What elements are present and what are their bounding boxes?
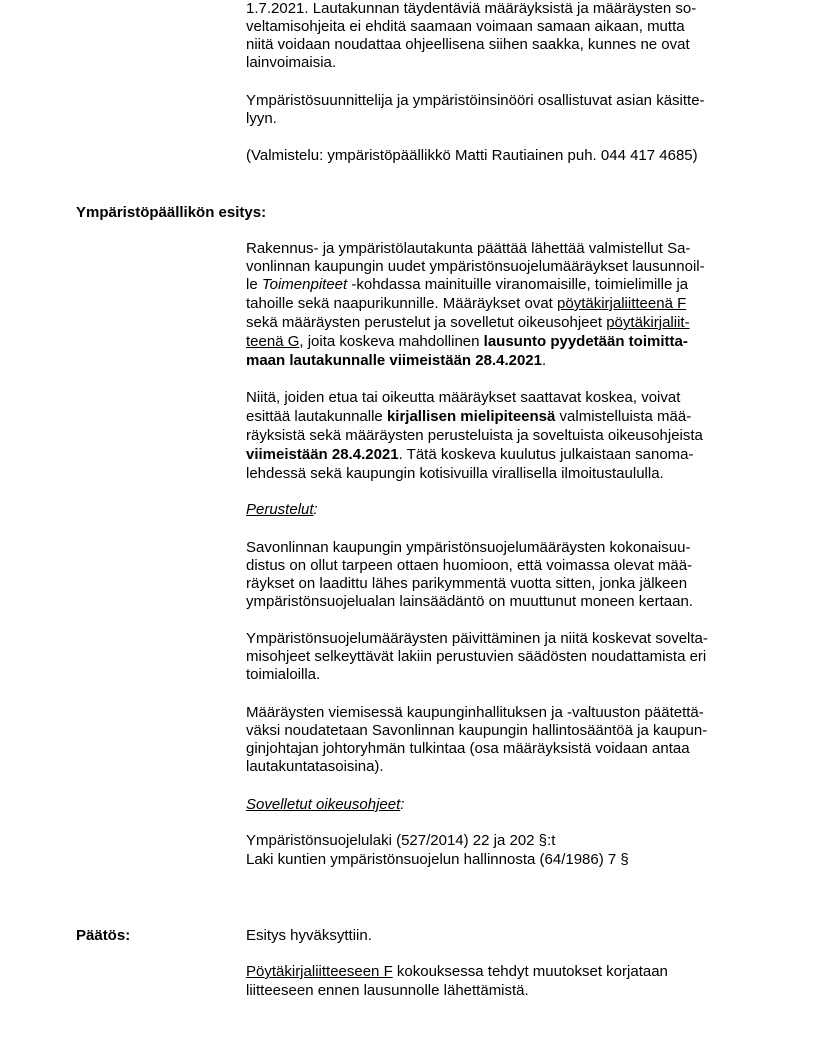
heading-colon: : [313,501,318,518]
text-line [246,408,691,426]
law-item: Ympäristönsuojelulaki (527/2014) 22 ja 202 §:t [246,832,556,849]
attachment-g-link[interactable]: pöytäkirjaliit- [606,314,690,331]
text-span: esittää lautakunnalle [246,408,387,425]
text-line: misohjeet selkeyttävät lakiin perustuvien säädösten noudattamista eri [246,648,707,665]
preparer-note: (Valmistelu: ympäristöpäällikkö Matti Rautiainen puh. 044 417 4685) [246,147,698,164]
text-line: lehdessä sekä kaupungin kotisivuilla virallisella ilmoitustaululla. [246,465,664,482]
text-line: räykset on laadittu lähes parikymmentä vuotta sitten, jonka jälkeen [246,575,688,592]
text-line: distus on ollut tarpeen ottaen huomioon, että voimassa olevat mää- [246,557,693,574]
decision-heading: Päätös: [76,927,131,944]
heading-colon: : [400,796,405,813]
proposal-heading: Ympäristöpäällikön esitys: [76,204,267,221]
text-line [246,295,686,313]
text-line: Ympäristösuunnittelija ja ympäristöinsinööri osallistuvat asian käsitte- [246,92,705,109]
text-line: lyyn. [246,110,277,127]
text-span: valmistelluista mää- [555,408,692,425]
text-line: toimialoilla. [246,666,321,683]
text-line: Savonlinnan kaupungin ympäristönsuojelumääräysten kokonaisuu- [246,539,691,556]
text-span: sekä määräysten perustelut ja sovelletut oikeusohjeet [246,314,607,331]
attachment-g-link-continued[interactable]: teenä G [246,333,300,350]
text-line: Niitä, joiden etua tai oikeutta määräykset saattavat koskea, voivat [246,389,681,406]
text-line: vonlinnan kaupungin uudet ympäristönsuojelumääräykset lausunnoil- [246,258,705,275]
text-span: tahoille sekä naapurikunnille. Määräykset ovat [246,295,558,312]
text-line [246,276,688,294]
justification-heading-text: Perustelut [246,501,314,518]
text-line [246,333,688,351]
justification-heading [246,501,318,519]
attachment-f-link[interactable]: Pöytäkirjaliitteeseen F [246,963,393,980]
decision-text: Esitys hyväksyttiin. [246,927,372,944]
text-line: väksi noudatetaan Savonlinnan kaupungin hallintosääntöä ja kaupun- [246,722,708,739]
deadline-text: lausunto pyydetään toimitta- [483,333,688,350]
written-opinion-text: kirjallisen mielipiteensä [386,408,556,425]
text-line [246,446,694,464]
text-line: Ympäristönsuojelumääräysten päivittäminen ja niitä koskevat soveltа- [246,630,708,647]
text-line: ginjohtajan johtoryhmän tulkintaa (osa määräyksistä voidaan antaa [246,740,690,757]
text-span: -kohdassa mainituille viranomaisille, toimielimille ja [347,276,689,293]
applied-laws-heading [246,796,404,814]
text-line: räyksistä sekä määräysten perusteluista ja soveltuista oikeusohjeista [246,427,703,444]
text-line: Rakennus- ja ympäristölautakunta päättää lähettää valmistellut Sa- [246,240,691,257]
law-item: Laki kuntien ympäristönsuojelun hallinnosta (64/1986) 7 § [246,851,629,868]
text-line: veltamisohjeita ei ehditä saamaan voimaan samaan aikaan, mutta [246,18,685,35]
text-line: lautakuntatasoisina). [246,758,384,775]
text-line [246,352,546,370]
text-span: . Tätä koskeva kuulutus julkaistaan sanoma- [398,446,694,463]
text-line [246,314,690,332]
text-span: kokouksessa tehdyt muutokset korjataan [392,963,668,980]
applied-laws-heading-text: Sovelletut oikeusohjeet [246,796,401,813]
text-line: liitteeseen ennen lausunnolle lähettämistä. [246,982,529,999]
deadline-text: maan lautakunnalle viimeistään 28.4.2021 [246,352,542,369]
text-line: niitä voidaan noudattaa ohjeellisena siihen saakka, kunnes ne ovat [246,36,690,53]
attachment-f-link[interactable]: pöytäkirjaliitteenä F [557,295,687,312]
text-line: ympäristönsuojelualan lainsäädäntö on muuttunut moneen kertaan. [246,593,693,610]
text-span: , joita koskeva mahdollinen [299,333,484,350]
measures-reference: Toimenpiteet [261,276,348,293]
deadline-text: viimeistään 28.4.2021 [246,446,399,463]
text-line: lainvoimaisia. [246,54,337,71]
text-line: Määräysten viemisessä kaupunginhallituksen ja -valtuuston päätettä- [246,704,704,721]
text-span: . [542,352,547,369]
text-span: le [246,276,262,293]
text-line: 1.7.2021. Lautakunnan täydentäviä määräyksistä ja määräysten so- [246,0,697,17]
text-line [246,963,668,981]
